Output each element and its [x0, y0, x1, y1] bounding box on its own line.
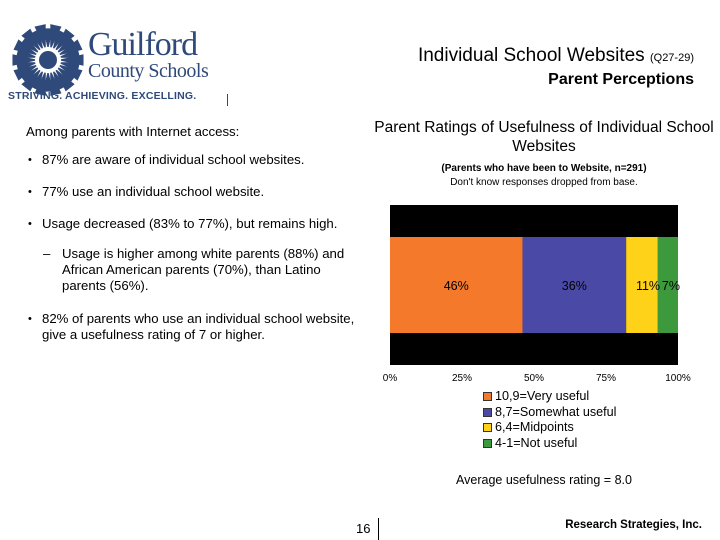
- bullet-icon: •: [28, 313, 32, 325]
- list-item: [26, 152, 366, 168]
- page-title: [418, 45, 694, 67]
- question-ref: (Q27-29): [649, 52, 694, 64]
- list-item: [26, 184, 366, 200]
- list-item-text: 82% of parents who use an individual school website, give a usefulness rating of 7 or higher.: [42, 311, 355, 342]
- brand-tagline: STRIVING. ACHIEVING. EXCELLING.: [8, 90, 197, 102]
- x-tick-label: 75%: [595, 373, 617, 384]
- legend-label: 4-1=Not useful: [495, 435, 578, 450]
- chart-note: [370, 162, 718, 190]
- dash-icon: –: [43, 246, 51, 261]
- x-tick-label: 100%: [665, 373, 691, 384]
- x-tick-label: 25%: [451, 373, 473, 384]
- data-label: 7%: [661, 279, 680, 293]
- legend-swatch: [483, 392, 492, 401]
- x-tick-label: 50%: [523, 373, 545, 384]
- guilford-logo: [8, 18, 233, 108]
- legend-swatch: [483, 423, 492, 432]
- data-label: 11%: [635, 279, 661, 293]
- legend-entry: [483, 436, 616, 452]
- x-tick-label: 0%: [382, 373, 398, 384]
- list-item-text: 87% are aware of individual school websites.: [42, 152, 305, 167]
- stacked-bar-chart: [360, 200, 700, 390]
- sub-list-item: [26, 246, 366, 294]
- footer-divider: [378, 518, 379, 540]
- chart-legend: [483, 389, 616, 451]
- data-label: 36%: [561, 279, 587, 293]
- legend-label: 10,9=Very useful: [495, 389, 590, 403]
- chart-note-dropped: Don't know responses dropped from base.: [450, 177, 638, 188]
- legend-entry: [483, 420, 616, 436]
- bullet-icon: •: [28, 218, 32, 230]
- list-item-text: Usage decreased (83% to 77%), but remains high.: [42, 216, 338, 231]
- findings-intro: Among parents with Internet access:: [26, 124, 240, 139]
- list-item-text: 77% use an individual school website.: [42, 184, 265, 199]
- chart-title: Parent Ratings of Usefulness of Individual School Websites: [374, 119, 714, 155]
- bullet-icon: •: [28, 154, 32, 166]
- footer-credit: Research Strategies, Inc.: [565, 519, 702, 531]
- average-rating: Average usefulness rating = 8.0: [456, 473, 632, 487]
- legend-entry: [483, 405, 616, 421]
- legend-swatch: [483, 439, 492, 448]
- sub-list-item-text: Usage is higher among white parents (88%) and African American parents (70%), than Latino parents (56%).: [62, 246, 345, 293]
- page-subtitle: Parent Perceptions: [548, 71, 694, 88]
- page-number: 16: [356, 521, 371, 536]
- list-item: [26, 311, 366, 343]
- list-item: [26, 216, 366, 232]
- page-title-text: Individual School Websites: [417, 45, 645, 66]
- legend-swatch: [483, 408, 492, 417]
- findings-list: [26, 124, 366, 359]
- chart-base-note: (Parents who have been to Website, n=291): [441, 163, 647, 174]
- legend-entry: [483, 389, 616, 405]
- bullet-icon: •: [28, 186, 32, 198]
- tagline-divider: [227, 94, 228, 106]
- brand-line1: Guilford: [88, 26, 198, 63]
- legend-label: 6,4=Midpoints: [495, 420, 574, 434]
- data-label: 46%: [443, 279, 469, 293]
- legend-label: 8,7=Somewhat useful: [495, 404, 617, 419]
- brand-line2: County Schools: [88, 60, 209, 82]
